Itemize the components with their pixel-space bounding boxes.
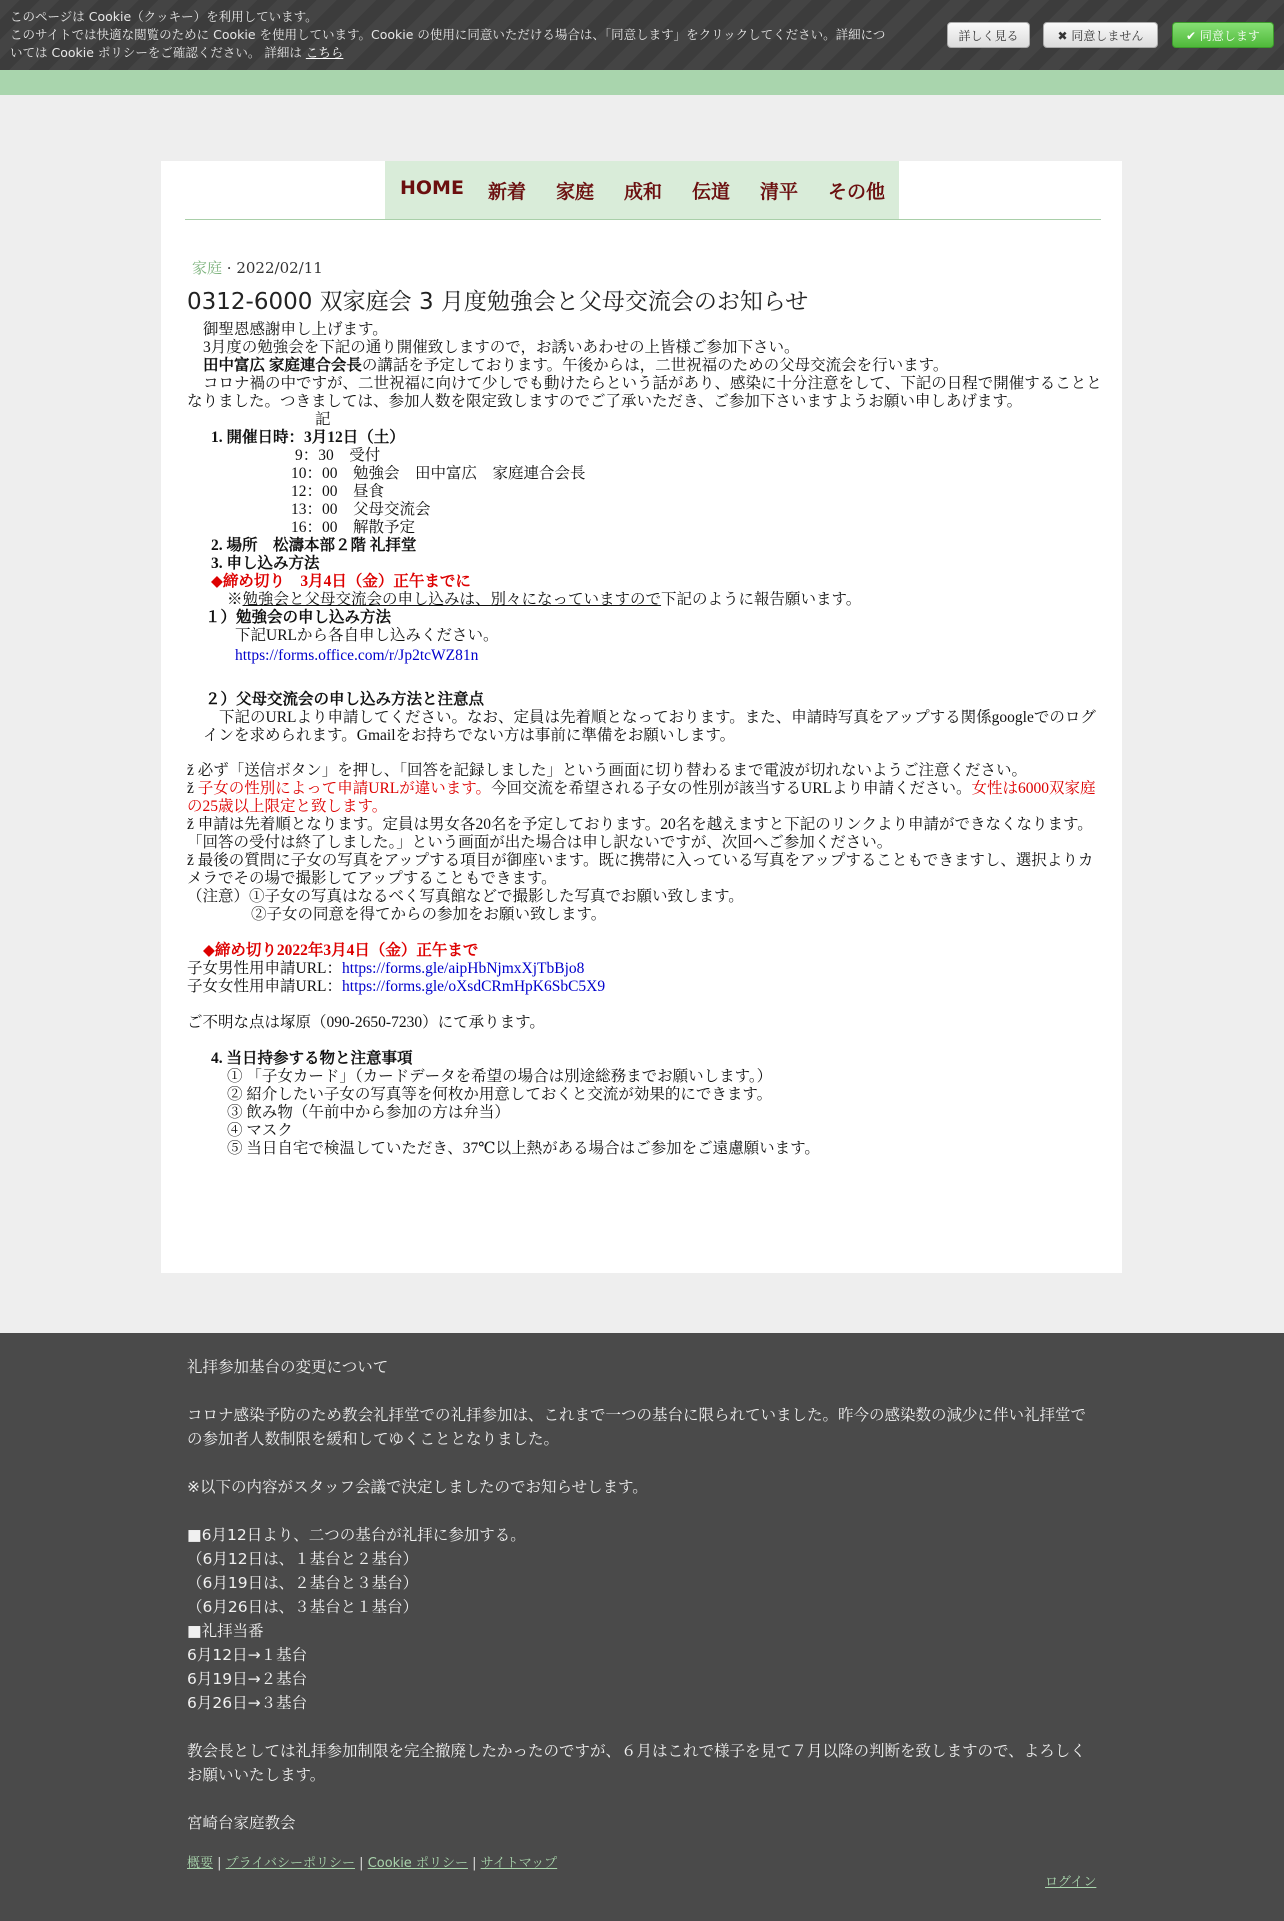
bullet-item [187,780,1102,816]
bullet-icon: ž [187,816,194,833]
caution-2: ②子女の同意を得てからの参加をお願い致します。 [251,906,607,923]
footer-line: 6月19日→２基台 [187,1670,308,1688]
footer-title: 礼拝参加基台の変更について [187,1358,389,1376]
note-prefix: ※ [227,591,243,608]
bring-item: ② 紹介したい子女の写真等を何枚か用意しておくと交流が効果的にできます。 [227,1086,773,1103]
bring-item: ① 「子女カード」（カードデータを希望の場合は別途総務までお願いします。） [227,1068,773,1085]
footer-line: ■礼拝当番 [187,1622,264,1640]
cookie-details-link[interactable]: こちら [305,45,344,60]
caution-1: （注意）①子女の写真はなるべく写真館などで撮影した写真でお願い致します。 [187,888,744,905]
nav-item-cheongpyeong[interactable]: 清平 [760,181,799,203]
gender-url-warning: 子女の性別によって申請URLが違います。 [197,780,492,797]
male-url-label: 子女男性用申請URL： [187,960,343,977]
note-underlined: 勉強会と父母交流会の申し込みは、別々になっていますので [242,591,662,608]
deadline-note: ◆締め切り 3月4日（金）正午までに [211,573,471,590]
cookie-more-label: 詳しく見る [958,29,1019,43]
female-url-label: 子女女性用申請URL： [187,978,343,995]
footer-links: 概要 | プライバシーポリシー | Cookie ポリシー | サイトマップ [187,1856,558,1871]
study-apply-text: 下記URLから各自申し込みください。 [235,627,499,644]
lecture-rest: の講話を予定しております。午後からは，二世祝福のための父母交流会を行います。 [361,357,949,374]
contact-text: ご不明な点は塚原（090-2650-7230）にて承ります。 [187,1014,545,1031]
main-content [161,161,1122,1273]
footer-notice [187,1355,1087,1835]
footer-paragraph: コロナ感染予防のため教会礼拝堂での礼拝参加は、これまで一つの基台に限られていました。昨今の感染数の減少に伴い礼拝堂での参加者人数制限を緩和してゆくこととなりました。 [187,1406,1087,1448]
close-icon: ✖ [1057,29,1072,43]
greeting: 御聖恩感謝申し上げます。 [203,321,388,338]
note-rest: 下記のように報告願います。 [661,591,862,608]
header-band [0,70,1284,95]
footer-link-cookie[interactable]: Cookie ポリシー [367,1856,468,1871]
cookie-agree-label: 同意します [1199,29,1260,43]
check-icon: ✔ [1186,29,1200,43]
male-url-row [187,960,1102,978]
nav-item-seiwa[interactable]: 成和 [624,181,663,203]
footer-paragraph: 教会長としては礼拝参加制限を完全撤廃したかったのですが、６月はこれで様子を見て７月以降の判断を致しますので、よろしくお願いいたします。 [187,1742,1086,1784]
login-link[interactable]: ログイン [1045,1875,1097,1890]
male-url-link[interactable]: https://forms.gle/aipHbNjmxXjTbBjo8 [342,960,585,977]
cookie-line-2: このサイトでは快適な閲覧のために Cookie を使用しています。Cookie の使用に同意いただける場合は、「同意します」をクリックしてください。詳細につ [10,27,886,42]
bullet-text: 必ず「送信ボタン」を押し、「回答を記録しました」という画面に切り替わるまで電波が切れないようご注意ください。 [197,762,1028,779]
schedule-item: 16：00 解散予定 [291,519,416,536]
footer-link-privacy[interactable]: プライバシーポリシー [225,1856,356,1871]
nav-item-home[interactable]: HOME [400,177,464,199]
ki-heading: 記 [315,411,331,428]
bullet-text: 最後の質問に子女の写真をアップする項目が御座います。既に携帯に入っている写真をアップすることもできますし、選択よりカメラでその場で撮影してアップすることもできます。 [187,852,1094,887]
schedule-item: 12：00 昼食 [291,483,385,500]
main-nav [385,161,899,219]
footer [0,1333,1284,1921]
bullet-item [187,816,1102,852]
covid-text: コロナ禍の中ですが、二世祝福に向けて少しでも動けたらという話があり、感染に十分注意をして、下記の日程で開催することとなりました。つきましては、参加人数を限定致しますのでご了承いただき、ご参加下さいますようお願い申しあげます。 [187,375,1102,410]
cookie-message [10,8,930,62]
nav-item-family[interactable]: 家庭 [556,181,595,203]
female-limit-warning: 女性は6000双家庭の25歳以上限定と致します。 [187,780,1096,815]
intro-text: 3月度の勉強会を下記の通り開催致しますので，お誘いあわせの上皆様ご参加下さい。 [203,339,800,356]
bullet-icon: ž [187,780,194,797]
female-url-link[interactable]: https://forms.gle/oXsdCRmHpK6SbC5X9 [342,978,606,995]
cookie-line-3: いては Cookie ポリシーをご確認ください。 詳細は [10,45,306,60]
bring-item: ⑤ 当日自宅で検温していただき、37℃以上熱がある場合はご参加をご遠慮願います。 [227,1140,820,1157]
footer-link-about[interactable]: 概要 [187,1856,214,1871]
nav-divider [185,219,1101,220]
cookie-deny-button[interactable] [1043,22,1158,48]
separate-note [187,591,1102,609]
bullet-icon: ž [187,762,194,779]
section-bring: 4. 当日持参する物と注意事項 [211,1050,413,1067]
footer-paragraph: ※以下の内容がスタッフ会議で決定しましたのでお知らせします。 [187,1478,648,1496]
deadline-note-2: ◆締め切り2022年3月4日（金）正午まで [203,942,479,959]
bullet-icon: ž [187,852,194,869]
exchange-apply-text: 下記のURLより申請してください。なお、定員は先着順となっております。また、申請時写真をアップする関係googleでのログインを求められます。Gmailをお持ちでない方は事前に準備をお願いします。 [203,709,1096,744]
footer-line: ■6月12日より、二つの基台が礼拝に参加する。 [187,1526,526,1544]
post-meta [192,257,323,278]
bring-item: ③ 飲み物（午前中から参加の方は弁当） [227,1104,510,1121]
schedule-item: 10：00 勉強会 田中富広 家庭連合会長 [291,465,586,482]
meta-separator: · [226,259,237,277]
lecture-text [187,357,1102,375]
cookie-line-1: このページは Cookie（クッキー）を利用しています。 [10,9,318,24]
female-url-row [187,978,1102,996]
post-category-link[interactable]: 家庭 [192,259,223,277]
exchange-apply-heading: ２）父母交流会の申し込み方法と注意点 [205,691,485,708]
post-date: 2022/02/11 [236,259,323,277]
nav-item-other[interactable]: その他 [828,181,886,203]
section-datetime: 1. 開催日時：3月12日（土） [211,429,405,446]
bullet-item [187,852,1102,888]
footer-line: （6月26日は、３基台と１基台） [187,1598,419,1616]
cookie-deny-label: 同意しません [1071,29,1144,43]
nav-item-new[interactable]: 新着 [488,181,527,203]
cookie-agree-button[interactable] [1172,22,1274,48]
bullet-text: 申請は先着順となります。定員は男女各20名を予定しております。20名を越えますと下記のリンクより申請ができなくなります。「回答の受付は終了しました。」という画面が出た場合は申し訳ないですが、次回へご参加ください。 [187,816,1093,851]
cookie-more-button[interactable] [947,22,1030,48]
footer-link-sitemap[interactable]: サイトマップ [480,1856,558,1871]
post-title: 0312-6000 双家庭会 3 月度勉強会と父母交流会のお知らせ [187,289,809,315]
schedule-item: 9：30 受付 [295,447,381,464]
cookie-banner [0,0,1284,70]
schedule-item: 13：00 父母交流会 [291,501,431,518]
post-body [187,321,1102,1158]
bullet-item [187,762,1102,780]
study-apply-heading: １）勉強会の申し込み方法 [205,609,392,626]
nav-item-dendo[interactable]: 伝道 [692,181,731,203]
speaker-name: 田中富広 家庭連合会長 [203,357,362,374]
footer-line: 6月12日→１基台 [187,1646,308,1664]
bring-item: ④ マスク [227,1122,293,1139]
section-place: 2. 場所 松濤本部２階 礼拝堂 [211,537,417,554]
footer-line: （6月12日は、１基台と２基台） [187,1550,419,1568]
section-apply: 3. 申し込み方法 [211,555,320,572]
footer-line: 6月26日→３基台 [187,1694,308,1712]
bullet-text: 今回交流を希望される子女の性別が該当するURLより申請ください。 [491,780,972,797]
church-name: 宮崎台家庭教会 [187,1814,296,1832]
study-apply-url[interactable]: https://forms.office.com/r/Jp2tcWZ81n [235,647,479,664]
footer-line: （6月19日は、２基台と３基台） [187,1574,419,1592]
